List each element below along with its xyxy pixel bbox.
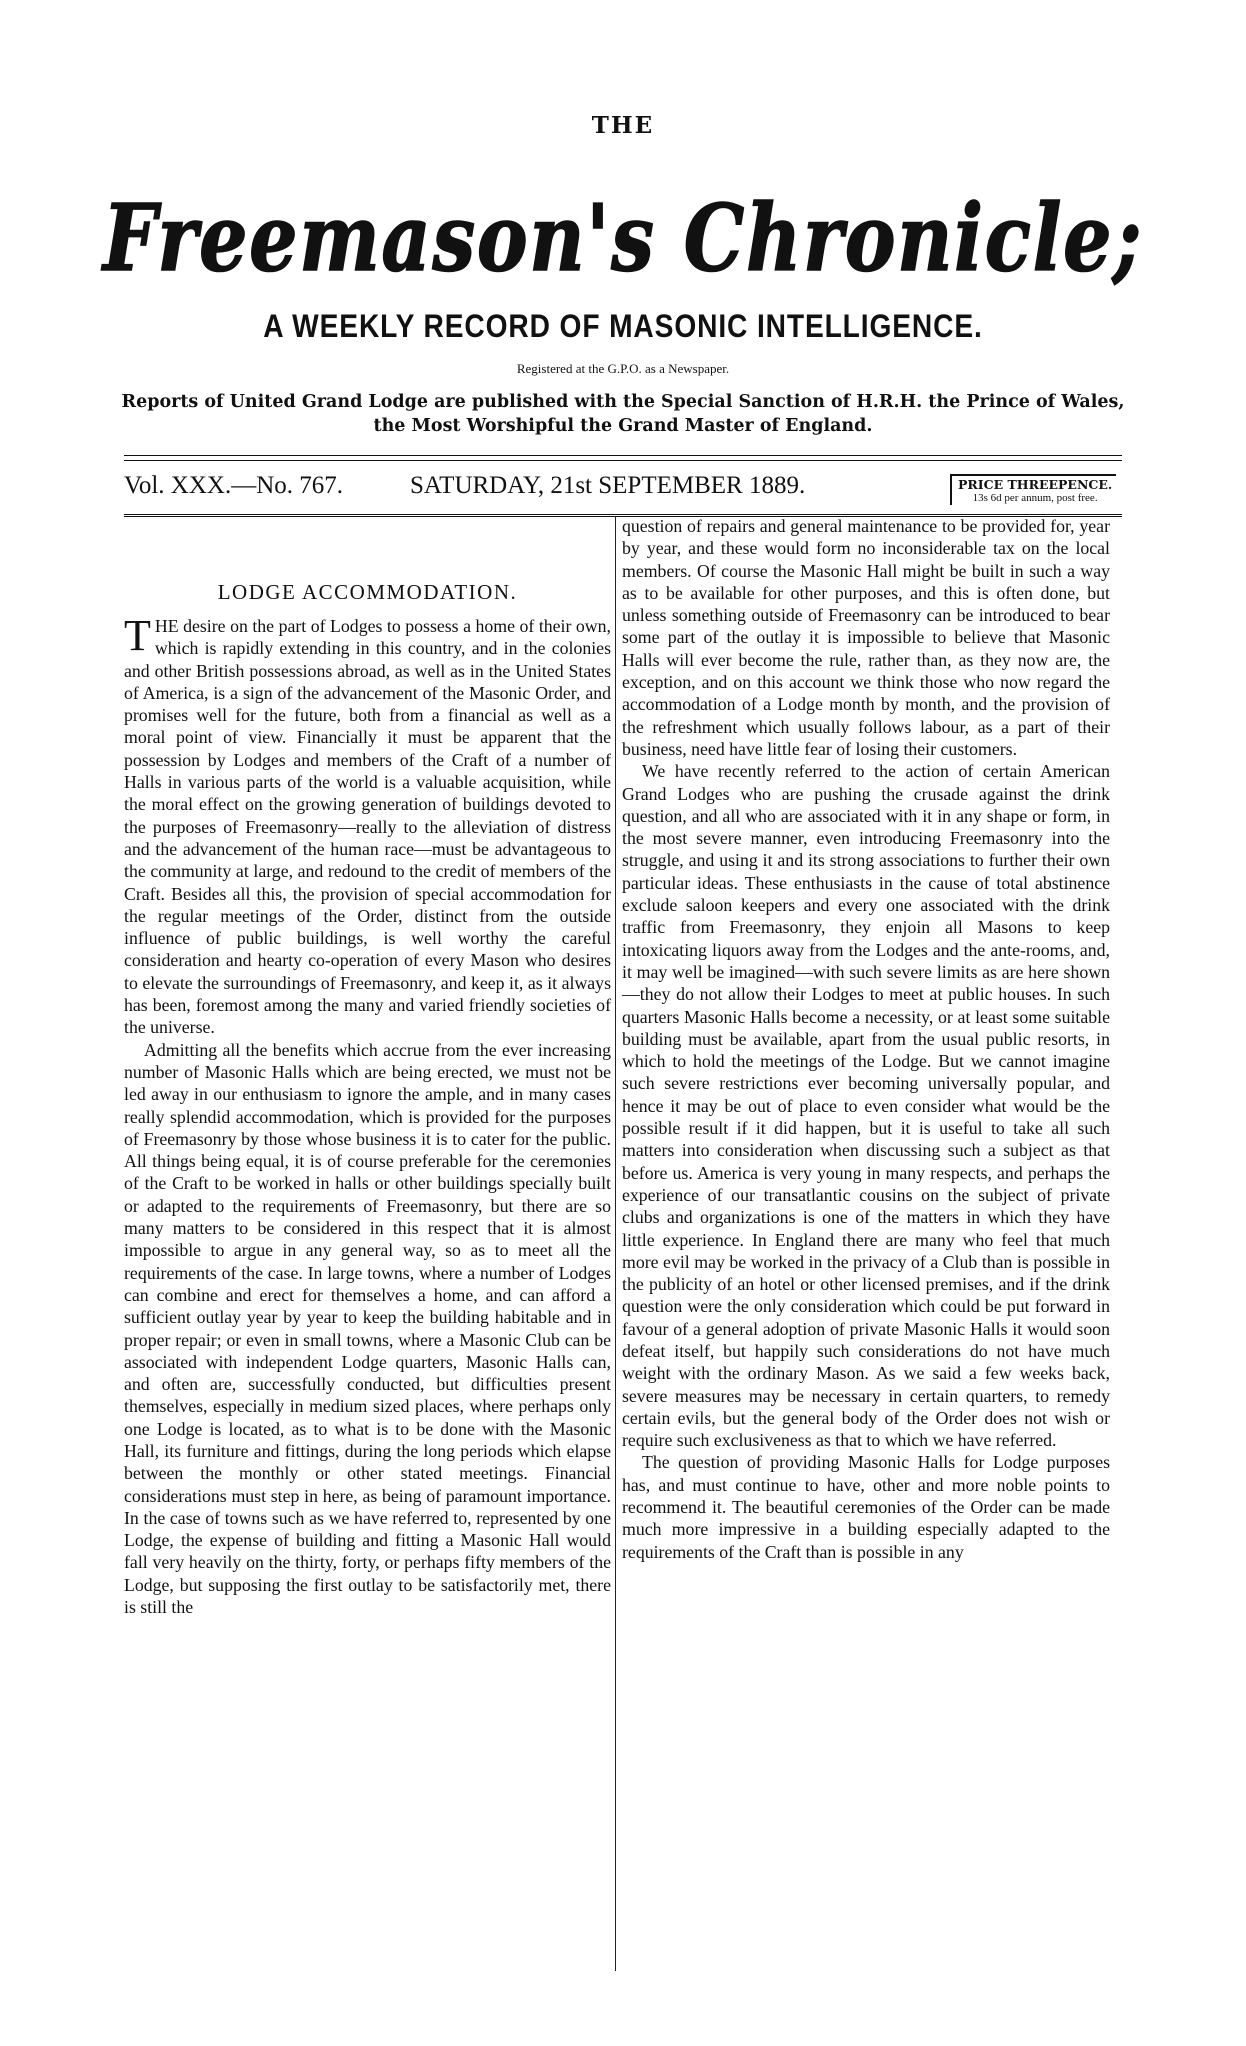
sanction-notice: [100, 390, 1146, 438]
masthead-prefix: THE: [591, 112, 655, 139]
sanction-line-2: the Most Worshipful the Grand Master of England.: [373, 416, 873, 436]
paragraph: Admitting all the benefits which accrue from the ever increasing number of Masonic Halls which are being erected, we must not be led away in our enthusiasm to ignore the ample, and in many cases really splendid accommodation, which is provided for the purposes of Freemasonry by those whose business it is to cater for the public. All things being equal, it is of course preferable for the ceremonies of the Craft to be worked in halls or other buildings specially built or adapted to the requirements of Freemasonry, but there are so many matters to be considered in this respect that it is almost impossible to argue in any general way, so as to meet all the requirements of the case. In large towns, where a number of Lodges can combine and erect for themselves a home, and can afford a sufficient outlay year by year to keep the building habitable and in proper repair; or even in small towns, where a Masonic Club can be associated with independent Lodge quarters, Masonic Halls can, and often are, successfully conducted, but difficulties present themselves, especially in medium sized places, where perhaps only one Lodge is located, as to what is to be done with the Masonic Hall, its furniture and fittings, during the long periods which elapse between the monthly or other stated meetings. Financial considerations must step in here, as being of paramount importance. In the case of towns such as we have referred to, represented by one Lodge, the expense of building and fitting a Masonic Hall would fall very heavily on the thirty, forty, or perhaps fifty members of the Lodge, but supposing the first outlay to be satisfactorily met, there is still the: [124, 1039, 611, 1618]
paragraph: We have recently referred to the action of certain American Grand Lodges who are pushing the crusade against the drink question, and all who are associated with it in any shape or form, in the most severe manner, even introducing Freemasonry into the struggle, and using it and its strong associations to further their own particular ideas. These enthusiasts in the cause of total abstinence exclude saloon keepers and every one associated with the drink traffic from Freemasonry, they enjoin all Masons to keep intoxicating liquors away from the Lodges and the ante-rooms, and, it may well be imagined—with such severe limits as are here shown—they do not allow their Lodges to meet at public houses. In such quarters Masonic Halls become a necessity, or at least some suitable building must be available, apart from the usual public resorts, in which to hold the meetings of the Lodge. But we cannot imagine such severe restrictions ever becoming universally popular, and hence it may be out of place to even consider what would be the possible result if it did happen, but it is useful to take all such matters into consideration when discussing such a subject as that before us. America is very young in many respects, and perhaps the experience of our transatlantic cousins on the subject of private clubs and organizations is one of the matters in which they have little experience. In England there are many who feel that much more evil may be worked in the privacy of a Club than is possible in the publicity of an hotel or other licensed premises, and if the drink question were the only consideration which could be put forward in favour of a general adoption of private Masonic Halls it would soon defeat itself, but happily such considerations do not have much weight with the ordinary Mason. As we said a few weeks back, severe measures may be necessary in certain quarters, to remedy certain evils, but the general body of the Order does not wish or require such exclusiveness as that to which we have referred.: [622, 761, 1110, 1451]
paragraph: [124, 611, 611, 1039]
article-column-left: [124, 611, 611, 1618]
drop-cap: T: [124, 611, 151, 660]
article-column-right: [622, 515, 1110, 1563]
masthead-title: [0, 152, 1246, 307]
issue-date: SATURDAY, 21st SEPTEMBER 1889.: [410, 472, 806, 499]
column-divider: [615, 516, 616, 1971]
price: PRICE THREEPENCE.: [958, 477, 1113, 492]
price-box: [950, 474, 1116, 505]
paragraph-text: HE desire on the part of Lodges to possess a home of their own, which is rapidly extending in this country, and in the colonies and other British possessions abroad, as well as in the United States of America, is a sign of the advancement of the Masonic Order, and promises well for the future, both from a financial as well as a moral point of view. Financially it must be apparent that the possession by Lodges and members of the Craft of a number of Halls in various parts of the world is a valuable acquisition, while the moral effect on the growing generation of buildings devoted to the purposes of Freemasonry—really to the alleviation of distress and the advancement of the human race—must be advantageous to the community at large, and redound to the credit of members of the Craft. Besides all this, the provision of special accommodation for the regular meetings of the Order, distinct from the outside influence of public buildings, is well worthy the careful consideration and hearty co-operation of every Mason who desires to elevate the surroundings of Freemasonry, and keep it, as it always has been, foremost among the many and varied friendly societies of the universe.: [124, 616, 611, 1038]
masthead-subtitle: A WEEKLY RECORD OF MASONIC INTELLIGENCE.: [263, 308, 983, 344]
masthead-title-text: Freemason's Chronicle;: [100, 184, 1144, 292]
subscription-price: 13s 6d per annum, post free.: [972, 492, 1098, 504]
paragraph: The question of providing Masonic Halls for Lodge purposes has, and must continue to have, other and more noble points to recommend it. The beautiful ceremonies of the Order can be made much more impressive in a building especially adapted to the requirements of the Craft than is possible in any: [622, 1452, 1110, 1562]
masthead-rule-top-2: [124, 460, 1122, 461]
registration-notice: Registered at the G.P.O. as a Newspaper.: [516, 361, 730, 376]
paragraph: question of repairs and general maintenance to be provided for, year by year, and these would form no inconsiderable tax on the local members. Of course the Masonic Hall might be built in such a way as to be available for other purposes, and this is often done, but unless something outside of Freemasonry can be introduced to bear some part of the outlay it is impossible to believe that Masonic Halls will ever become the rule, rather than, as they now are, the exception, and on this account we think those who now regard the accommodation of a Lodge month by month, and the provision of the refreshment which usually follows labour, as a part of their business, need have little fear of losing their customers.: [622, 516, 1110, 759]
sanction-line-1: Reports of United Grand Lodge are published with the Special Sanction of H.R.H. the Prince of Wales,: [121, 392, 1125, 412]
issue-info: [124, 472, 1122, 508]
article-title: LODGE ACCOMMODATION.: [217, 580, 518, 604]
masthead-rule-top: [124, 455, 1122, 456]
volume-number: Vol. XXX.—No. 767.: [124, 472, 343, 499]
